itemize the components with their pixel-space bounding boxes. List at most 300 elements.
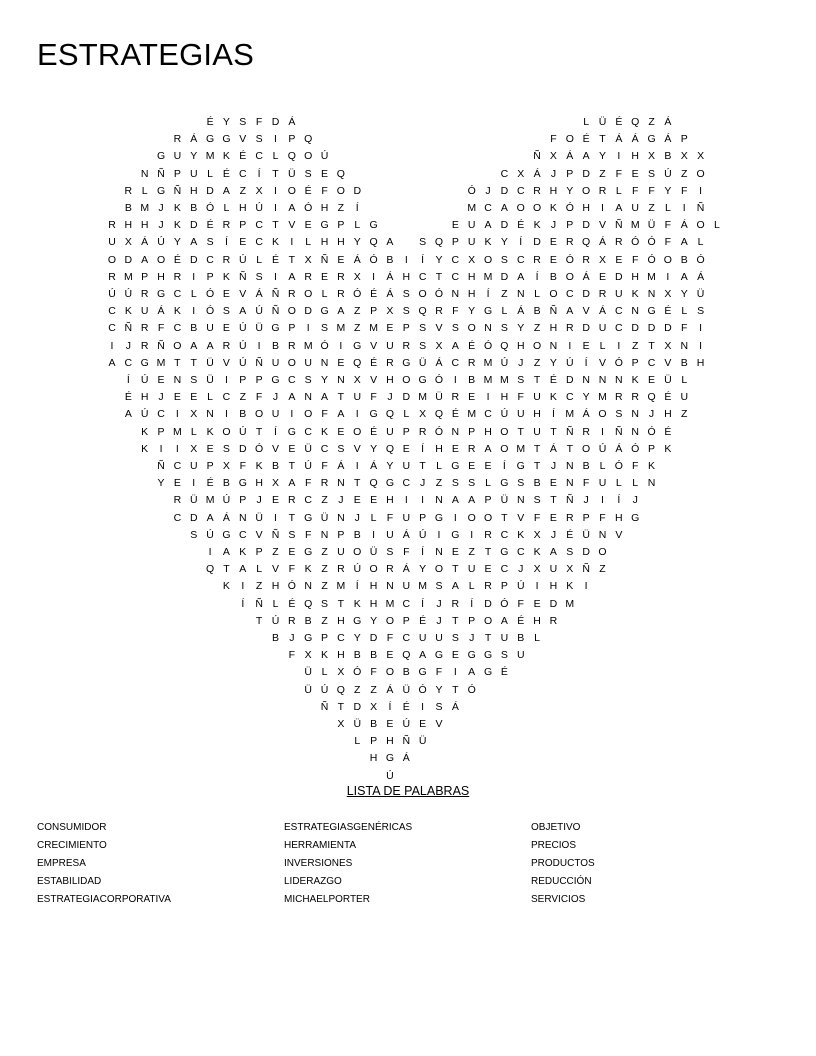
grid-letter: X xyxy=(533,528,541,541)
grid-letter: X xyxy=(353,374,361,386)
grid-letter: X xyxy=(222,460,230,472)
grid-letter: A xyxy=(468,666,476,679)
grid-letter: D xyxy=(631,322,639,335)
grid-letter: P xyxy=(402,425,410,438)
grid-letter: C xyxy=(500,563,509,576)
grid-letter: D xyxy=(566,374,574,386)
grid-letter: F xyxy=(321,408,328,421)
grid-letter: E xyxy=(549,236,557,249)
grid-letter: Í xyxy=(355,202,359,214)
grid-letter: H xyxy=(140,391,149,404)
grid-letter: M xyxy=(123,270,133,283)
grid-letter: K xyxy=(631,374,639,386)
grid-letter: I xyxy=(470,528,474,541)
grid-letter: R xyxy=(288,288,296,300)
grid-letter: T xyxy=(190,356,197,369)
grid-letter: N xyxy=(647,477,656,490)
grid-letter: U xyxy=(386,528,394,541)
grid-letter: F xyxy=(321,460,328,472)
grid-letter: H xyxy=(696,356,705,369)
grid-letter: P xyxy=(402,322,410,335)
grid-letter: Ó xyxy=(434,374,444,386)
grid-letter: P xyxy=(337,528,345,541)
grid-letter: O xyxy=(402,374,411,386)
grid-letter: V xyxy=(222,356,230,369)
grid-letter: X xyxy=(468,253,476,266)
grid-letter: Y xyxy=(353,632,361,644)
grid-letter: X xyxy=(648,150,656,163)
grid-letter: M xyxy=(483,270,493,283)
grid-letter: S xyxy=(321,597,329,610)
grid-letter: E xyxy=(222,288,230,300)
grid-letter: L xyxy=(305,236,312,249)
grid-letter: C xyxy=(451,253,460,266)
grid-letter: K xyxy=(484,236,492,249)
grid-letter: F xyxy=(403,546,410,558)
grid-letter: L xyxy=(681,305,688,318)
grid-letter: R xyxy=(451,391,460,404)
grid-letter: J xyxy=(272,391,279,404)
grid-letter: A xyxy=(337,408,345,421)
grid-letter: Ó xyxy=(647,253,656,266)
grid-letter: X xyxy=(435,339,443,352)
grid-letter: D xyxy=(304,305,312,318)
grid-letter: A xyxy=(124,408,132,421)
grid-letter: K xyxy=(533,546,541,558)
grid-letter: A xyxy=(451,339,459,352)
grid-letter: X xyxy=(664,339,672,352)
grid-letter: X xyxy=(304,253,312,266)
grid-letter: J xyxy=(436,614,442,627)
grid-letter: L xyxy=(681,374,688,386)
grid-letter: Ú xyxy=(500,408,509,421)
grid-letter: C xyxy=(124,356,133,369)
grid-letter: M xyxy=(467,202,477,214)
grid-letter: B xyxy=(370,649,378,662)
grid-letter: P xyxy=(648,442,656,455)
grid-letter: A xyxy=(288,270,296,283)
grid-letter: L xyxy=(190,288,197,300)
grid-letter: D xyxy=(582,546,590,558)
grid-letter: L xyxy=(207,167,214,180)
grid-letter: I xyxy=(274,184,277,197)
grid-letter: Ó xyxy=(206,288,215,300)
grid-letter: C xyxy=(516,184,525,197)
grid-letter: C xyxy=(500,528,509,541)
grid-letter: É xyxy=(664,391,672,404)
grid-letter: I xyxy=(224,374,228,386)
grid-letter: O xyxy=(304,150,313,163)
grid-letter: N xyxy=(386,580,394,593)
grid-letter: M xyxy=(630,219,640,232)
grid-letter: L xyxy=(534,632,541,644)
grid-letter: I xyxy=(192,270,196,283)
grid-letter: Ú xyxy=(239,322,247,335)
grid-letter: C xyxy=(288,374,296,386)
grid-letter: R xyxy=(386,356,394,369)
grid-letter: O xyxy=(516,202,525,214)
grid-letter: Ü xyxy=(418,735,427,748)
grid-letter: F xyxy=(615,167,623,180)
grid-letter: S xyxy=(615,408,623,421)
grid-letter: F xyxy=(321,184,328,197)
grid-letter: Ú xyxy=(516,580,525,593)
grid-letter: N xyxy=(680,339,689,352)
grid-letter: G xyxy=(304,546,313,558)
grid-letter: P xyxy=(157,425,165,438)
grid-letter: U xyxy=(533,425,541,438)
grid-letter: G xyxy=(647,133,656,146)
grid-letter: O xyxy=(304,288,313,300)
grid-letter: I xyxy=(486,391,490,404)
grid-letter: Á xyxy=(141,236,149,249)
grid-letter: S xyxy=(648,167,656,180)
grid-letter: G xyxy=(304,632,313,644)
grid-letter: Í xyxy=(126,374,130,386)
grid-letter: K xyxy=(664,442,672,455)
grid-letter: C xyxy=(255,150,263,163)
grid-letter: Ó xyxy=(483,339,493,352)
grid-letter: A xyxy=(337,305,345,318)
grid-letter: T xyxy=(452,683,459,696)
grid-letter: I xyxy=(453,374,457,386)
grid-letter: G xyxy=(385,752,395,765)
grid-letter: Ú xyxy=(206,528,214,541)
grid-letter: Z xyxy=(354,683,361,696)
grid-letter: T xyxy=(272,167,279,180)
grid-letter: A xyxy=(517,270,525,283)
grid-letter: X xyxy=(664,288,672,300)
grid-letter: R xyxy=(140,339,149,352)
grid-letter: B xyxy=(222,477,230,490)
grid-letter: N xyxy=(304,580,312,593)
grid-letter: T xyxy=(255,614,263,627)
grid-letter: U xyxy=(418,632,427,644)
grid-letter: B xyxy=(271,339,279,352)
grid-letter: É xyxy=(549,374,557,386)
grid-letter: Y xyxy=(190,150,198,163)
grid-letter: V xyxy=(255,528,263,541)
grid-letter: N xyxy=(631,305,639,318)
grid-letter: F xyxy=(648,184,655,197)
grid-letter: T xyxy=(533,460,541,472)
grid-letter: Ü xyxy=(255,511,263,524)
grid-letter: N xyxy=(516,288,525,300)
grid-letter: A xyxy=(615,202,623,214)
grid-letter: E xyxy=(321,270,329,283)
grid-letter: E xyxy=(549,253,557,266)
grid-letter: Ñ xyxy=(157,460,165,472)
grid-letter: Y xyxy=(419,563,427,576)
grid-letter: V xyxy=(435,718,443,730)
grid-letter: K xyxy=(321,425,329,438)
grid-letter: J xyxy=(550,167,557,180)
grid-letter: Y xyxy=(386,460,394,472)
grid-letter: Ú xyxy=(124,288,133,300)
grid-letter: O xyxy=(434,563,444,576)
grid-letter: C xyxy=(173,288,182,300)
grid-letter: E xyxy=(451,219,459,232)
grid-letter: Á xyxy=(615,133,623,146)
grid-letter: H xyxy=(467,288,476,300)
grid-letter: Í xyxy=(257,167,261,180)
grid-letter: R xyxy=(337,288,345,300)
grid-letter: Y xyxy=(370,442,378,455)
word-list-column-1 xyxy=(37,819,171,909)
grid-letter: H xyxy=(435,442,443,455)
grid-letter: O xyxy=(696,219,705,232)
grid-letter: H xyxy=(664,408,672,421)
grid-letter: Z xyxy=(533,356,541,369)
grid-letter: A xyxy=(680,270,688,283)
grid-letter: S xyxy=(190,528,198,541)
grid-letter: O xyxy=(287,305,296,318)
grid-letter: I xyxy=(274,270,277,283)
grid-letter: P xyxy=(255,374,263,386)
grid-letter: Z xyxy=(354,322,361,335)
grid-letter: X xyxy=(190,442,198,455)
grid-letter: H xyxy=(402,270,411,283)
grid-letter: O xyxy=(385,614,395,627)
grid-letter: Ó xyxy=(565,253,574,266)
grid-letter: R xyxy=(124,184,133,197)
grid-letter: G xyxy=(353,339,362,352)
grid-letter: Á xyxy=(664,133,672,146)
grid-letter: R xyxy=(222,253,231,266)
grid-letter: Á xyxy=(386,288,394,300)
grid-letter: G xyxy=(451,528,460,541)
grid-letter: Á xyxy=(631,133,639,146)
grid-letter: B xyxy=(664,150,672,163)
grid-letter: P xyxy=(582,511,590,524)
grid-letter: V xyxy=(598,219,606,232)
grid-letter: T xyxy=(484,546,492,558)
grid-letter: N xyxy=(435,494,443,507)
grid-letter: I xyxy=(617,150,621,163)
grid-letter: Ó xyxy=(647,425,656,438)
grid-letter: Ü xyxy=(304,442,312,455)
grid-letter: S xyxy=(402,305,410,318)
grid-letter: X xyxy=(370,700,378,713)
grid-letter: G xyxy=(434,511,444,524)
grid-letter: E xyxy=(468,391,476,404)
grid-letter: F xyxy=(288,649,296,662)
grid-letter: P xyxy=(206,460,214,472)
grid-letter: Ó xyxy=(467,184,476,197)
grid-letter: G xyxy=(353,614,362,627)
grid-letter: I xyxy=(666,270,670,283)
grid-letter: G xyxy=(156,184,166,197)
grid-letter: I xyxy=(159,442,163,455)
grid-letter: O xyxy=(173,339,182,352)
grid-letter: R xyxy=(549,614,558,627)
grid-letter: M xyxy=(336,580,346,593)
grid-letter: L xyxy=(354,735,361,748)
grid-letter: X xyxy=(337,666,345,679)
grid-letter: G xyxy=(418,374,427,386)
grid-letter: U xyxy=(467,236,476,249)
grid-letter: Ó xyxy=(369,253,378,266)
word-list-item: LIDERAZGO xyxy=(284,876,342,887)
grid-letter: R xyxy=(402,339,411,352)
grid-letter: R xyxy=(108,219,116,232)
grid-letter: N xyxy=(451,288,460,300)
grid-letter: H xyxy=(500,391,509,404)
grid-letter: G xyxy=(271,322,280,335)
grid-letter: A xyxy=(468,494,476,507)
grid-letter: A xyxy=(206,511,214,524)
grid-letter: I xyxy=(257,339,261,352)
grid-letter: O xyxy=(287,184,296,197)
word-list-item: MICHAELPORTER xyxy=(284,894,370,905)
grid-letter: D xyxy=(500,270,509,283)
grid-letter: H xyxy=(467,270,476,283)
grid-letter: F xyxy=(517,597,524,610)
grid-letter: Í xyxy=(470,597,474,610)
grid-letter: N xyxy=(451,425,460,438)
grid-letter: É xyxy=(288,597,296,610)
grid-letter: F xyxy=(631,460,639,472)
grid-letter: Ú xyxy=(239,356,247,369)
grid-letter: T xyxy=(550,494,557,507)
grid-letter: H xyxy=(337,236,345,249)
grid-letter: X xyxy=(517,167,525,180)
grid-letter: M xyxy=(516,442,526,455)
word-list-item: CONSUMIDOR xyxy=(37,822,107,833)
grid-letter: Í xyxy=(486,288,490,300)
grid-letter: M xyxy=(336,322,346,335)
grid-letter: K xyxy=(304,563,312,576)
grid-letter: U xyxy=(516,408,525,421)
grid-letter: B xyxy=(271,460,279,472)
grid-letter: P xyxy=(419,511,427,524)
grid-letter: É xyxy=(566,528,574,541)
grid-letter: L xyxy=(664,202,671,214)
grid-letter: C xyxy=(173,511,182,524)
grid-letter: A xyxy=(484,219,492,232)
grid-letter: Q xyxy=(385,408,395,421)
grid-letter: A xyxy=(386,236,394,249)
grid-letter: C xyxy=(206,253,214,266)
grid-letter: Ú xyxy=(320,683,329,696)
grid-letter: T xyxy=(648,339,655,352)
grid-letter: C xyxy=(239,167,247,180)
grid-letter: F xyxy=(517,391,524,404)
grid-letter: Ú xyxy=(500,356,509,369)
grid-letter: T xyxy=(501,511,508,524)
grid-letter: R xyxy=(631,391,639,404)
grid-letter: Q xyxy=(336,683,345,696)
grid-letter: G xyxy=(516,460,525,472)
grid-letter: D xyxy=(189,511,198,524)
grid-letter: I xyxy=(208,546,212,558)
grid-letter: Ú xyxy=(320,150,329,163)
grid-letter: N xyxy=(631,408,639,421)
grid-letter: L xyxy=(632,477,639,490)
grid-letter: J xyxy=(125,339,131,352)
grid-letter: Q xyxy=(206,563,215,576)
grid-letter: Ú xyxy=(222,494,231,507)
grid-letter: T xyxy=(337,597,345,610)
grid-letter: Ñ xyxy=(582,563,590,576)
grid-letter: G xyxy=(320,305,329,318)
grid-letter: K xyxy=(124,305,132,318)
grid-letter: Á xyxy=(582,270,590,283)
grid-letter: E xyxy=(239,236,247,249)
grid-letter: D xyxy=(582,167,590,180)
grid-letter: X xyxy=(337,718,345,730)
grid-letter: B xyxy=(190,202,198,214)
grid-letter: I xyxy=(699,322,703,335)
grid-letter: Á xyxy=(517,305,525,318)
grid-letter: T xyxy=(272,219,279,232)
grid-letter: U xyxy=(108,236,116,249)
grid-letter: B xyxy=(533,305,541,318)
grid-letter: Q xyxy=(418,305,427,318)
grid-letter: I xyxy=(274,133,277,146)
grid-letter: A xyxy=(549,546,557,558)
grid-letter: J xyxy=(550,460,557,472)
grid-letter: G xyxy=(647,305,656,318)
grid-letter: R xyxy=(173,494,182,507)
grid-letter: K xyxy=(631,288,639,300)
grid-letter: Í xyxy=(421,546,425,558)
grid-letter: Ñ xyxy=(566,494,574,507)
grid-letter: Á xyxy=(451,700,459,713)
grid-letter: É xyxy=(664,425,672,438)
grid-letter: Ú xyxy=(140,374,149,386)
grid-letter: K xyxy=(173,219,181,232)
grid-letter: S xyxy=(190,374,198,386)
grid-letter: S xyxy=(255,133,263,146)
grid-letter: L xyxy=(272,597,279,610)
grid-letter: É xyxy=(517,614,525,627)
word-list-item: HERRAMIENTA xyxy=(284,840,357,851)
grid-letter: J xyxy=(632,494,638,507)
grid-letter: H xyxy=(484,425,492,438)
grid-letter: R xyxy=(533,184,541,197)
grid-letter: F xyxy=(631,253,639,266)
grid-letter: Ú xyxy=(418,528,427,541)
grid-letter: O xyxy=(467,322,476,335)
grid-letter: G xyxy=(320,219,329,232)
grid-letter: P xyxy=(173,167,181,180)
grid-letter: E xyxy=(451,649,459,662)
grid-letter: Í xyxy=(421,253,425,266)
grid-letter: U xyxy=(500,632,509,644)
grid-letter: A xyxy=(288,477,296,490)
grid-letter: S xyxy=(419,236,427,249)
grid-letter: O xyxy=(483,614,493,627)
grid-letter: O xyxy=(533,339,542,352)
word-list-item: REDUCCIÓN xyxy=(531,876,592,887)
grid-letter: É xyxy=(370,425,378,438)
grid-letter: S xyxy=(451,477,459,490)
grid-letter: Q xyxy=(402,649,411,662)
grid-letter: Ü xyxy=(206,374,214,386)
grid-letter: Q xyxy=(304,597,313,610)
grid-letter: O xyxy=(353,546,362,558)
grid-letter: C xyxy=(566,391,574,404)
grid-letter: D xyxy=(239,442,247,455)
grid-letter: I xyxy=(241,580,245,593)
grid-letter: R xyxy=(598,288,607,300)
grid-letter: Ñ xyxy=(533,150,541,163)
grid-letter: Z xyxy=(337,202,345,214)
grid-letter: S xyxy=(566,546,574,558)
grid-letter: L xyxy=(583,116,590,128)
grid-letter: D xyxy=(353,700,362,713)
